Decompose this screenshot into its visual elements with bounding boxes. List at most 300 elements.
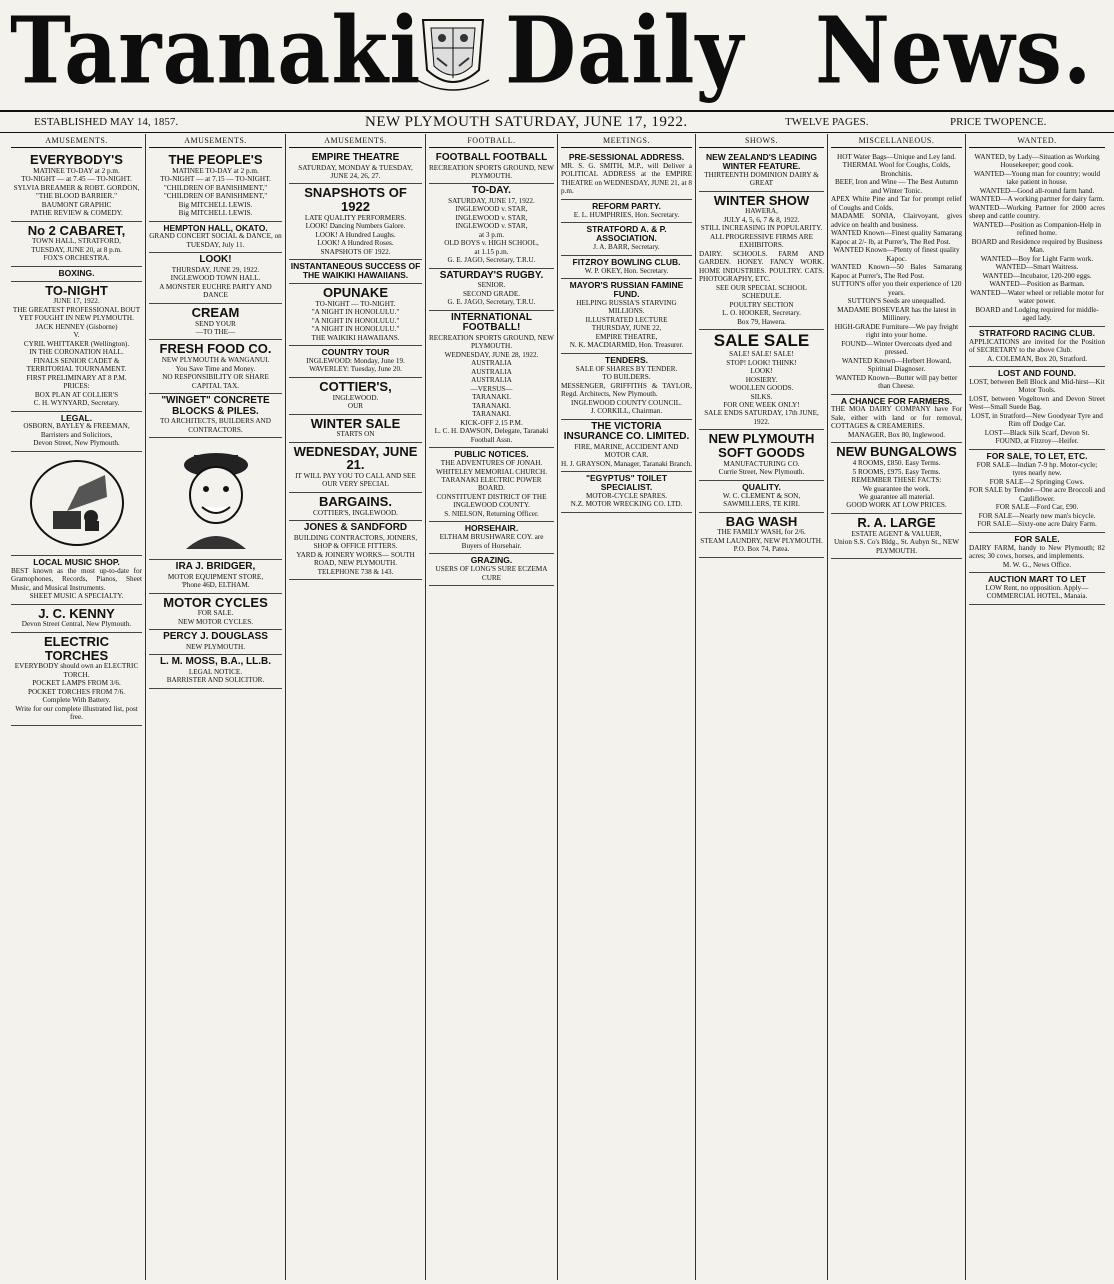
ad-text-line: WANTED—Water wheel or reliable motor for water power.: [970, 288, 1104, 306]
advertisement: [149, 394, 282, 438]
ad-text-line: CONSTITUENT DISTRICT OF THE INGLEWOOD COUNTY.: [436, 492, 547, 510]
ad-text-line: "A NIGHT IN HONOLULU.": [311, 308, 400, 317]
ad-text-line: INGLEWOOD COUNTY COUNCIL.: [571, 398, 682, 407]
news-column-7: [828, 134, 966, 1280]
ad-text-line: AUSTRALIA: [471, 367, 512, 376]
ad-text-line: INGLEWOOD v. STAR,: [455, 205, 528, 214]
column-heading: AMUSEMENTS.: [149, 134, 282, 148]
ad-text-line: JULY 4, 5, 6, 7 & 8, 1922.: [723, 215, 800, 224]
advertisement: [289, 260, 422, 284]
ad-text-line: "A NIGHT IN HONOLULU.": [311, 325, 400, 334]
advertisement: [969, 573, 1105, 605]
ad-text-line: SATURDAY, MONDAY & TUESDAY, JUNE 24, 26, 27.: [298, 163, 413, 180]
ad-text-line: C. H. WYNYARD, Secretary.: [33, 399, 120, 408]
ad-text-line: LOW Rent, no opposition. Apply—: [985, 583, 1089, 592]
ad-text-line: SEND YOUR: [195, 319, 236, 328]
ad-text-line: "A NIGHT IN HONOLULU.": [311, 316, 400, 325]
ad-text-line: —TO THE—: [195, 328, 236, 336]
advertisement: [289, 184, 422, 260]
ad-text-line: V.: [73, 331, 80, 340]
ad-text-line: OSBORN, BAYLEY & FREEMAN, Barristers and Solicitors,: [23, 422, 130, 439]
advertisement: [429, 522, 554, 554]
ad-title: AUCTION MART TO LET: [987, 574, 1087, 585]
ad-text-line: ILLUSTRATED LECTURE: [585, 315, 668, 324]
advertisement: [289, 151, 422, 184]
ad-title: SNAPSHOTS OF 1922: [304, 185, 407, 215]
ad-title: JONES & SANDFORD: [303, 522, 408, 534]
ad-title: R. A. LARGE: [857, 514, 936, 530]
ad-text-line: INGLEWOOD TOWN HALL.: [170, 274, 261, 283]
ad-text-line: BUILDING CONTRACTORS, JOINERS, SHOP & OFFICE FITTERS.: [293, 533, 418, 551]
ad-text-line: TO ARCHITECTS, BUILDERS AND CONTRACTORS.: [160, 417, 271, 434]
ad-text-line: TARANAKI.: [472, 410, 511, 419]
ad-text-line: POCKET LAMPS FROM 3/6.: [32, 679, 121, 688]
ad-title: FOR SALE.: [1014, 533, 1060, 544]
ad-text-line: STARTS ON: [336, 430, 375, 439]
ad-text-line: HIGH-GRADE Furniture—We pay freight right into your home.: [834, 322, 959, 340]
ad-title: LEGAL.: [60, 412, 93, 423]
ad-text-line: JACK HENNEY (Gisborne): [35, 322, 118, 331]
advertisement: [11, 151, 142, 222]
ad-text-line: "THE BLOOD BARRIER.": [35, 192, 118, 201]
ad-title: MOTOR CYCLES: [163, 594, 268, 610]
news-column-3: [286, 134, 426, 1280]
ad-text-line: 5 ROOMS, £975. Easy Terms.: [852, 467, 941, 476]
ad-text-line: N. K. MACDIARMID, Hon. Treasurer.: [569, 341, 684, 350]
ad-title: TO-NIGHT: [45, 282, 108, 298]
ad-title: "EGYPTUS" TOILET SPECIALIST.: [585, 473, 668, 492]
ad-text-line: FOR SALE—2 Springing Cows.: [989, 477, 1085, 486]
ad-text-line: HAWERA,: [745, 207, 778, 216]
ad-title: PRE-SESSIONAL ADDRESS.: [568, 152, 685, 162]
ad-text-line: at 1.15 p.m.: [474, 247, 509, 256]
ad-text-line: TARANAKI.: [472, 401, 511, 410]
ad-text-line: NEW MOTOR CYCLES.: [177, 617, 253, 626]
ad-text-line: TARANAKI ELECTRIC POWER BOARD.: [441, 475, 542, 493]
ad-title: IRA J. BRIDGER,: [175, 561, 256, 573]
ad-title: WINTER SALE: [310, 415, 401, 431]
advertisement: [149, 253, 282, 303]
ad-text-line: CYRIL WHITTAKER (Wellington).: [23, 339, 130, 348]
ad-text-line: SUTTON'S offer you their experience of 120 years.: [831, 280, 962, 297]
ad-text-line: THERMAL Wool for Coughs, Colds, Bronchitis.: [842, 161, 951, 178]
masthead-title-mid: Daily: [505, 0, 745, 105]
advertisement: [11, 412, 142, 452]
ad-title: QUALITY.: [742, 481, 781, 492]
column-heading: FOOTBALL.: [429, 134, 554, 148]
ad-text-line: MATINEE TO-DAY at 2 p.m.: [172, 166, 259, 175]
ad-text-line: LOST, in Stratford—New Goodyear Tyre and Rim off Dodge Car.: [971, 411, 1103, 429]
advertisement: [429, 151, 554, 184]
price-text: PRICE TWOPENCE.: [950, 116, 1047, 128]
ad-text-line: FOR SALE—Nearly new man's bicycle.: [978, 511, 1096, 520]
advertisement: [429, 448, 554, 522]
ad-text-line: L. O. HOOKER, Secretary.: [722, 309, 801, 318]
ad-text-line: POULTRY SECTION: [729, 300, 794, 309]
ad-title: HORSEHAIR.: [464, 523, 519, 534]
ad-text-line: TO-NIGHT — at 7.15 — TO-NIGHT.: [160, 175, 271, 184]
ad-text-line: HOSIERY.: [745, 375, 778, 384]
advertisement: [561, 151, 692, 200]
ad-text-line: "CHILDREN OF BANISHMENT,": [163, 192, 268, 201]
ad-text-line: SEE OUR SPECIAL SCHOOL SCHEDULE.: [716, 283, 807, 301]
ad-text-line: WANTED—Young man for country; would take patient in house.: [973, 169, 1101, 187]
ad-text-line: TO BUILDERS.: [602, 373, 651, 382]
ad-text-line: MANUFACTURING CO.: [723, 459, 800, 468]
ad-text-line: STILL INCREASING IN POPULARITY.: [700, 224, 823, 233]
ad-text-line: WANTED—Smart Waitress.: [995, 263, 1079, 272]
advertisement: [149, 560, 282, 593]
column-heading: MISCELLANEOUS.: [831, 134, 962, 148]
ad-text-line: We guarantee the work.: [862, 484, 931, 493]
ad-text-line: THURSDAY, JUNE 29, 1922.: [171, 265, 260, 274]
ad-text-line: RECREATION SPORTS GROUND, NEW PLYMOUTH.: [429, 163, 554, 180]
advertisement: [149, 594, 282, 631]
ad-text-line: H. J. GRAYSON, Manager, Taranaki Branch.: [561, 459, 692, 468]
advertisement: [11, 267, 142, 282]
ad-text-line: FOR SALE—Indian 7-9 hp. Motor-cycle; tyres nearly new.: [976, 460, 1098, 478]
ad-text-line: You Save Time and Money.: [175, 364, 256, 373]
ad-text-line: Big MITCHELL LEWIS.: [178, 200, 253, 209]
advertisement: [699, 330, 824, 430]
ad-title: INSTANTANEOUS SUCCESS OF THE WAIKIKI HAWAIIANS.: [290, 261, 421, 281]
ad-text-line: FIRST PRELIMINARY AT 8 P.M.: [26, 373, 127, 382]
crest-emblem-icon: [415, 10, 491, 96]
ad-text-line: WANTED, by Lady—Situation as Working Housekeeper; good cook.: [974, 153, 1100, 170]
advertisement: [969, 450, 1105, 533]
ad-text-line: WOOLLEN GOODS.: [729, 384, 794, 393]
ad-text-line: WANTED—Incubator, 120-200 eggs.: [982, 271, 1092, 280]
advertisement: [699, 192, 824, 330]
ad-text-line: LOOK! Dancing Numbers Galore.: [305, 222, 406, 231]
advertisement: [149, 340, 282, 394]
advertisement: [969, 327, 1105, 367]
ad-title: BARGAINS.: [319, 493, 392, 509]
ad-text-line: THURSDAY, JUNE 22,: [591, 324, 662, 333]
advertisement: [699, 513, 824, 558]
ad-text-line: ALL PROGRESSIVE FIRMS ARE EXHIBITORS.: [710, 232, 813, 250]
advertisement: [969, 151, 1105, 327]
ad-text-line: LATE QUALITY PERFORMERS.: [304, 213, 407, 222]
dateline-text: NEW PLYMOUTH SATURDAY, JUNE 17, 1922.: [365, 114, 688, 130]
masthead-title-left: Taranaki: [10, 0, 422, 105]
ad-text-line: FINALS SENIOR CADET & TERRITORIAL TOURNAMENT.: [26, 356, 127, 374]
ad-text-line: ELTHAM BRUSHWARE COY. are Buyers of Horsehair.: [439, 533, 544, 550]
ad-text-line: FOR SALE by Tender—One acre Broccoli and Cauliflower.: [969, 486, 1105, 503]
ad-text-line: KICK-OFF 2.15 P.M.: [460, 418, 523, 427]
ad-text-line: INGLEWOOD v. STAR,: [455, 222, 528, 231]
ad-title: TENDERS.: [605, 354, 648, 365]
ad-text-line: OLD BOYS v. HIGH SCHOOL,: [444, 239, 539, 248]
ad-text-line: G. E. JAGO, Secretary, T.R.U.: [447, 256, 536, 265]
ad-text-line: AUSTRALIA: [471, 359, 512, 368]
ad-text-line: E. L. HUMPHRIES, Hon. Secretary.: [573, 210, 680, 219]
news-column-8: [966, 134, 1108, 1280]
ad-text-line: BARRISTER AND SOLICITOR.: [166, 676, 265, 685]
ad-title: STRATFORD RACING CLUB.: [979, 327, 1095, 338]
advertisement: [561, 200, 692, 223]
ad-title: INTERNATIONAL FOOTBALL!: [451, 311, 532, 334]
ad-text-line: WANTED—Boy for Light Farm work.: [980, 254, 1094, 263]
ad-text-line: TOWN HALL, STRATFORD,: [32, 237, 121, 246]
advertisement: [429, 269, 554, 311]
advertisement: [149, 655, 282, 688]
ad-text-line: THE ADVENTURES OF JONAH.: [440, 459, 543, 468]
advertisement: [561, 472, 692, 513]
ad-text-line: J. A. BARR, Secretary.: [593, 243, 660, 252]
advertisement: [429, 554, 554, 586]
ad-text-line: DAIRY FARM, handy to New Plymouth; 82 acres; 30 cows, horses, and implements.: [969, 543, 1105, 561]
advertisement: [11, 452, 142, 556]
ad-text-line: WANTED Known—50 Bales Samarang Kapoc at Purrer's, The Red Post.: [831, 263, 962, 280]
ad-text-line: TUESDAY, JUNE 20, at 8 p.m.: [31, 245, 122, 254]
ad-text-line: LOOK! A Hundred Laughs.: [315, 230, 396, 239]
ad-text-line: MOTOR-CYCLE SPARES.: [585, 491, 668, 500]
ad-text-line: MANAGER, Box 80, Inglewood.: [847, 430, 946, 439]
ad-text-line: Box 79, Hawera.: [737, 317, 786, 326]
ad-text-line: DAIRY. SCHOOLS. FARM AND GARDEN. HONEY. FANCY WORK. HOME INDUSTRIES. POULTRY. CATS. PHOTOGRAPHY, ETC.: [699, 249, 824, 284]
ad-text-line: MESSENGER, GRIFFITHS & TAYLOR, Regd. Architects, New Plymouth.: [561, 381, 692, 399]
ad-text-line: APEX White Pine and Tar for prompt relief of Coughs and Colds.: [831, 195, 962, 212]
ad-text-line: Big MITCHELL LEWIS.: [178, 209, 253, 218]
advertisement: [11, 556, 142, 605]
ad-text-line: AUSTRALIA: [471, 376, 512, 385]
ad-text-line: Devon Street, New Plymouth.: [33, 439, 120, 448]
ad-text-line: W. C. CLEMENT & SON, SAWMILLERS, TE KIRI.: [722, 491, 801, 509]
ad-text-line: 'Phone 46D, ELTHAM.: [181, 581, 250, 590]
ad-text-line: FOR SALE—Ford Car, £90.: [995, 503, 1079, 512]
ad-title: EMPIRE THEATRE: [311, 152, 400, 163]
ad-text-line: EVERYBODY should own an ELECTRIC TORCH.: [14, 662, 139, 679]
ad-text-line: MADAME BOSEVEAR has the latest in Millinery.: [837, 305, 956, 323]
ad-text-line: POCKET TORCHES FROM 7/6.: [27, 687, 126, 696]
ad-text-line: G. E. JAGO, Secretary, T.R.U.: [447, 298, 536, 307]
ad-text-line: INGLEWOOD: Monday, June 19.: [306, 357, 405, 365]
columns-container: [8, 134, 1108, 1280]
ad-text-line: FOR ONE WEEK ONLY!: [723, 400, 800, 409]
news-column-2: [146, 134, 286, 1280]
column-heading: AMUSEMENTS.: [11, 134, 142, 148]
bust-illustration-icon: [149, 440, 282, 556]
ad-title: WEDNESDAY, JUNE 21.: [293, 443, 418, 473]
advertisement: [561, 256, 692, 279]
ad-title: BAG WASH: [725, 513, 798, 529]
ad-text-line: W. P. OKEY, Hon. Secretary.: [584, 266, 669, 275]
ad-text-line: SECOND GRADE.: [462, 289, 521, 298]
ad-text-line: TARANAKI.: [472, 393, 511, 402]
advertisement: [149, 304, 282, 341]
ad-text-line: THE FAMILY WASH, for 2/6.: [717, 528, 806, 537]
ad-text-line: OUR: [347, 402, 364, 411]
ad-text-line: BAUMONT GRAPHIC: [41, 200, 112, 209]
ad-text-line: INGLEWOOD.: [332, 393, 379, 402]
ad-title: LOCAL MUSIC SHOP.: [33, 556, 120, 567]
ad-title: L. M. MOSS, B.A., LL.B.: [159, 656, 272, 668]
ad-text-line: COTTIER'S, INGLEWOOD.: [313, 508, 398, 517]
ad-text-line: WANTED Known—Plenty of finest quality Kapoc.: [833, 246, 960, 263]
advertisement: [289, 521, 422, 580]
advertisement: [561, 223, 692, 255]
ad-text-line: "CHILDREN OF BANISHMENT,": [163, 183, 268, 192]
ad-title: TO-DAY.: [472, 185, 511, 197]
ad-text-line: BOARD and Lodging required for middle-aged lady.: [975, 305, 1099, 323]
ad-text-line: TELEPHONE 738 & 143.: [317, 567, 394, 576]
ad-text-line: S. NIELSON, Returning Officer.: [444, 509, 539, 518]
ad-title: NEW ZEALAND'S LEADING WINTER FEATURE.: [705, 152, 818, 171]
ad-text-line: FOUND—Winter Overcoats dyed and pressed.: [841, 339, 952, 357]
ad-text-line: HOT Water Bags—Unique and Ley land.: [837, 153, 956, 161]
ad-title: FOR SALE, TO LET, ETC.: [986, 450, 1088, 461]
pages-text: TWELVE PAGES.: [785, 116, 869, 128]
ad-text-line: LOST, between Vogeltown and Devon Street West—Small Suede Bag.: [969, 394, 1105, 412]
ad-text-line: FOX'S ORCHESTRA.: [43, 254, 110, 263]
ad-text-line: SUTTON'S Seeds are unequalled.: [847, 297, 946, 306]
ad-text-line: WANTED Known—Herbert Howard, Spiritual Diagnoser.: [841, 356, 952, 374]
ad-text-line: M. W. G., News Office.: [1002, 560, 1072, 569]
ad-text-line: WANTED Known—Butter will pay better than Cheese.: [835, 373, 958, 391]
ad-title: MAYOR'S RUSSIAN FAMINE FUND.: [569, 280, 684, 299]
ad-text-line: Currie Street, New Plymouth.: [718, 468, 805, 477]
ad-title: LOST AND FOUND.: [997, 368, 1077, 379]
ad-text-line: JUNE 17, 1922.: [53, 297, 100, 306]
ad-title: EVERYBODY'S: [30, 152, 123, 167]
ad-text-line: A MONSTER EUCHRE PARTY AND DANCE: [159, 282, 272, 300]
column-heading: AMUSEMENTS.: [289, 134, 422, 148]
ad-text-line: ESTATE AGENT & VALUER,: [851, 529, 942, 538]
advertisement: [699, 481, 824, 513]
ad-text-line: P.O. Box 74, Patea.: [733, 545, 790, 554]
ad-text-line: 4 ROOMS, £850. Easy Terms.: [852, 459, 941, 468]
ad-title: "WINGET" CONCRETE BLOCKS & PILES.: [161, 395, 270, 417]
ad-text-line: MADAME SONIA, Clairvoyant, gives advice on health and business.: [831, 212, 962, 229]
ad-title: GRAZING.: [470, 555, 513, 566]
news-column-1: [8, 134, 146, 1280]
ad-text-line: TO-NIGHT — at 7.45 — TO-NIGHT.: [21, 175, 132, 184]
ad-title: ELECTRIC TORCHES: [44, 633, 109, 663]
ad-text-line: PATHE REVIEW & COMEDY.: [30, 209, 123, 218]
ad-text-line: THE GREATEST PROFESSIONAL BOUT YET FOUGHT IN NEW PLYMOUTH.: [12, 305, 141, 323]
ad-text-line: LOOK! A Hundred Roses.: [317, 239, 394, 248]
ad-text-line: SALE OF SHARES BY TENDER.: [575, 364, 678, 373]
ad-title: J. C. KENNY: [38, 605, 115, 621]
ad-title: A CHANCE FOR FARMERS.: [840, 395, 953, 406]
ad-text-line: MATINEE TO-DAY at 2 p.m.: [33, 166, 120, 175]
ad-text-line: TO-NIGHT — TO-NIGHT.: [315, 299, 396, 308]
ad-text-line: WEDNESDAY, JUNE 28, 1922.: [444, 350, 539, 359]
column-heading: MEETINGS.: [561, 134, 692, 148]
ad-text-line: J. CORKILL, Chairman.: [590, 407, 663, 416]
advertisement: [429, 184, 554, 268]
ad-text-line: SATURDAY, JUNE 17, 1922.: [448, 196, 535, 205]
ad-text-line: SENIOR.: [477, 281, 506, 290]
ad-text-line: SHEET MUSIC A SPECIALTY.: [29, 592, 124, 601]
ad-text-line: MOTOR EQUIPMENT STORE,: [167, 572, 264, 581]
ad-text-line: WANTED Known—Finest quality Samarang Kapoc at 2/- lb, at Purrer's, The Red Post.: [831, 229, 962, 246]
ad-text-line: THIRTEENTH DOMINION DAIRY & GREAT: [704, 170, 819, 188]
ad-text-line: HELPING RUSSIA'S STARVING MILLIONS.: [576, 298, 677, 316]
ad-title: LOOK!: [199, 254, 232, 266]
ad-title: THE VICTORIA INSURANCE CO. LIMITED.: [563, 420, 690, 443]
ad-title: OPUNAKE: [322, 285, 388, 301]
ad-text-line: BOARD and Residence required by Business Man.: [971, 237, 1103, 255]
advertisement: [831, 443, 962, 514]
advertisement: [969, 367, 1105, 450]
advertisement: [831, 151, 962, 395]
advertisement: [149, 630, 282, 655]
advertisement: [149, 222, 282, 254]
ad-text-line: BEST known as the most up-to-date for Gramophones, Records, Pianos, Sheet Music, and Musical Instruments.: [11, 566, 142, 592]
dateline-bar: [0, 110, 1114, 133]
ad-text-line: Write for our complete illustrated list, post free.: [15, 704, 138, 722]
ad-text-line: FOR SALE—Sixty-one acre Dairy Farm.: [977, 520, 1097, 529]
ad-text-line: LEGAL NOTICE.: [188, 667, 243, 676]
ad-text-line: THE WAIKIKI HAWAIIANS.: [311, 333, 400, 342]
advertisement: [561, 354, 692, 420]
ad-text-line: Union S.S. Co's Bldg., St. Aubyn St., NEW PLYMOUTH.: [833, 538, 960, 555]
column-heading: WANTED.: [969, 134, 1105, 148]
advertisement: [289, 378, 422, 415]
ad-text-line: APPLICATIONS are invited for the Position of SECRETARY to the above Club.: [969, 337, 1105, 355]
advertisement: [831, 395, 962, 444]
advertisement: [11, 605, 142, 633]
ad-text-line: FIRE, MARINE, ACCIDENT AND MOTOR CAR.: [574, 442, 679, 460]
ad-text-line: THE MOA DAIRY COMPANY have For Sale, either with land or for removal, COTTAGES & CREAMERIES.: [831, 405, 962, 431]
ad-title: COTTIER'S,: [319, 378, 392, 394]
ad-text-line: LOST, between Bell Block and Mid-hirst—Kit Motor Tools.: [969, 377, 1105, 395]
ad-text-line: WAVERLEY: Tuesday, June 20.: [309, 365, 402, 374]
ad-text-line: —VERSUS—: [470, 384, 513, 393]
ad-title: STRATFORD A. & P. ASSOCIATION.: [586, 224, 667, 244]
column-heading: SHOWS.: [699, 134, 824, 148]
advertisement: [11, 222, 142, 267]
ad-text-line: SALE! SALE! SALE!: [729, 350, 794, 359]
ad-title: SALE SALE: [713, 331, 810, 351]
advertisement: [289, 443, 422, 493]
ad-text-line: FOUND, at Fitzroy—Heifer.: [995, 437, 1079, 446]
ad-text-line: NEW PLYMOUTH & WANGANUI.: [161, 356, 270, 365]
advertisement: [289, 346, 422, 378]
ad-title: REFORM PARTY.: [592, 200, 661, 211]
ad-text-line: L. C. H. DAWSON, Delegate, Taranaki Football Assn.: [434, 427, 549, 444]
advertisement: [429, 311, 554, 448]
ad-text-line: PRICES:: [63, 382, 90, 391]
advertisement: [11, 282, 142, 412]
ad-title: SATURDAY'S RUGBY.: [439, 269, 544, 281]
ad-text-line: GRAND CONCERT SOCIAL & DANCE, on TUESDAY, July 11.: [149, 232, 282, 249]
advertisement: [699, 151, 824, 192]
ad-title: COUNTRY TOUR: [321, 347, 390, 358]
news-column-5: [558, 134, 696, 1280]
ad-title: No 2 CABARET,: [27, 222, 126, 238]
ad-text-line: IT WILL PAY YOU TO CALL AND SEE OUR VERY SPECIAL: [295, 471, 416, 489]
ad-title: FOOTBALL FOOTBALL: [435, 152, 548, 163]
ad-text-line: Devon Street Central, New Plymouth.: [21, 620, 132, 629]
ad-text-line: WANTED—A working partner for dairy farm.: [969, 195, 1105, 204]
ad-text-line: SALE ENDS SATURDAY, 17th JUNE, 1922.: [704, 409, 819, 426]
ad-text-line: BEEF, Iron and Wine — The Best Autumn and Winter Tonic.: [834, 178, 959, 195]
ad-text-line: NO RESPONSIBILITY OR SHARE CAPITAL TAX.: [162, 373, 269, 390]
ad-text-line: Complete With Battery.: [42, 696, 111, 705]
ad-text-line: STOP! LOOK! THINK!: [726, 358, 797, 367]
ad-text-line: LOOK!: [750, 367, 773, 376]
masthead: [0, 0, 1114, 108]
ad-title: PERCY J. DOUGLASS: [163, 631, 268, 643]
ad-text-line: NEW PLYMOUTH.: [185, 642, 246, 651]
his-masters-voice-illustration-icon: [11, 454, 142, 552]
advertisement: [561, 279, 692, 354]
ad-title: FITZROY BOWLING CLUB.: [572, 256, 681, 267]
ad-text-line: COMMERCIAL HOTEL, Manaia.: [986, 592, 1088, 601]
